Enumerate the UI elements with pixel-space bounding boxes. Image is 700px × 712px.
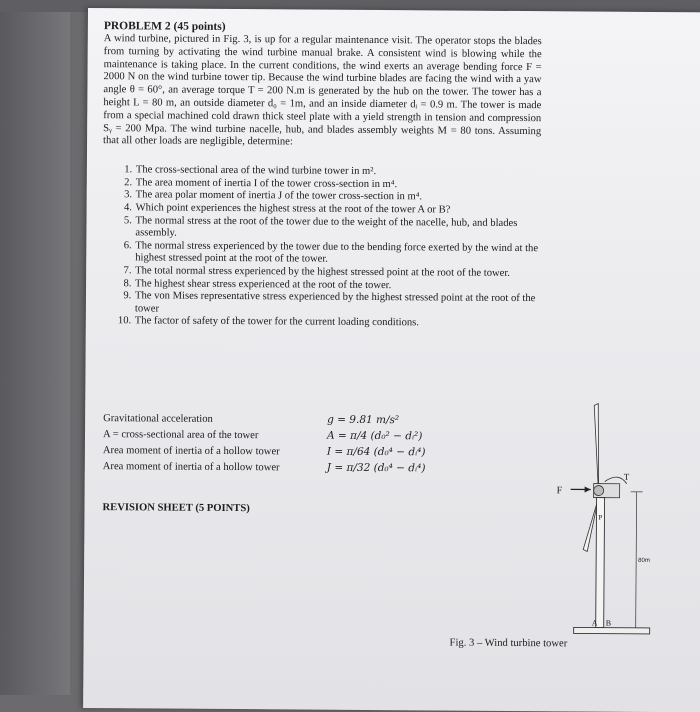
question-list	[116, 164, 541, 331]
formula-expression: g = 9.81 m/s²	[327, 414, 399, 427]
wind-turbine-figure	[456, 399, 658, 650]
question-item: 9. The von Mises representative stress experienced by the highest stressed point at the root of the tower	[134, 290, 540, 318]
question-item: 8. The highest shear stress experienced at the root of the tower.	[134, 278, 540, 293]
desk-background	[0, 0, 70, 695]
point-a-label: A	[592, 619, 598, 628]
problem-title: PROBLEM 2 (45 points)	[104, 20, 542, 35]
hub	[594, 486, 604, 496]
blade-upper	[594, 404, 600, 496]
question-item: 10. The factor of safety of the tower for the current loading conditions.	[134, 316, 540, 331]
height-dimension-line	[636, 492, 637, 628]
question-item: 3. The area polar moment of inertia J of the tower cross-section in m⁴.	[135, 190, 541, 205]
formula-label: A = cross-sectional area of the tower	[103, 429, 327, 442]
force-arrowhead	[585, 486, 591, 492]
formula-expression: A = π/4 (d₀² − dᵢ²)	[327, 430, 422, 443]
tower-base	[574, 627, 650, 634]
formula-label: Area moment of inertia of a hollow tower	[103, 445, 327, 458]
question-item: 7. The total normal stress experienced by the highest stressed point at the root of the tower.	[134, 265, 540, 280]
formula-label: Gravitational acceleration	[103, 413, 327, 426]
formula-expression: J = π/32 (d₀⁴ − dᵢ⁴)	[327, 462, 426, 475]
problem-text	[102, 20, 542, 331]
question-item: 1. The cross-sectional area of the wind turbine tower in m².	[135, 165, 541, 180]
force-label: F	[557, 485, 563, 496]
point-b-label: B	[606, 619, 611, 628]
formula-row	[103, 458, 463, 477]
question-item: 6. The normal stress experienced by the tower due to the bending force exerted by the wind at the highest stressed point at the root of the tower.	[134, 240, 540, 268]
paper-sheet	[83, 8, 700, 712]
formula-expression: I = π/64 (d₀⁴ − dᵢ⁴)	[327, 446, 426, 459]
height-label: 80m	[638, 558, 650, 564]
problem-intro: A wind turbine, pictured in Fig. 3, is up for a regular maintenance visit. The operator stops the blades from turning by activating the wind turbine manual brake. A consistent wind is blowing while the maintenance is taking place. In the current conditions, the wind exerts an average bending force F = 2000 N on the wind turbine tower tip. Because the wind turbine blades are facing the wind with a yaw angle θ = 60°, an average torque T = 200 N.m is generated by the hub on the tower. The tower has a height L = 80 m, an outside diameter d₀ = 1m, and an inside diameter dᵢ = 0.9 m. The tower is made from a special machined cold drawn thick steel plate with a yield strength in tension and compression Sᵧ = 200 Mpa. The wind turbine nacelle, hub, and blades assembly weights M = 80 tons. Assuming that all other loads are negligible, determine:	[103, 33, 542, 151]
formula-table	[103, 410, 463, 477]
torque-label: T	[624, 472, 630, 482]
hub-label: P	[598, 514, 602, 522]
formula-label: Area moment of inertia of a hollow tower	[103, 461, 327, 474]
question-item: 2. The area moment of inertia I of the tower cross-section in m⁴.	[135, 177, 541, 192]
revision-heading: REVISION SHEET (5 POINTS)	[102, 502, 249, 514]
figure-caption: Fig. 3 – Wind turbine tower	[450, 638, 568, 650]
question-item: 5. The normal stress at the root of the tower due to the weight of the nacelle, hub, and blades assembly.	[134, 215, 540, 243]
question-item: 4. Which point experiences the highest stress at the root of the tower A or B?	[135, 202, 541, 217]
